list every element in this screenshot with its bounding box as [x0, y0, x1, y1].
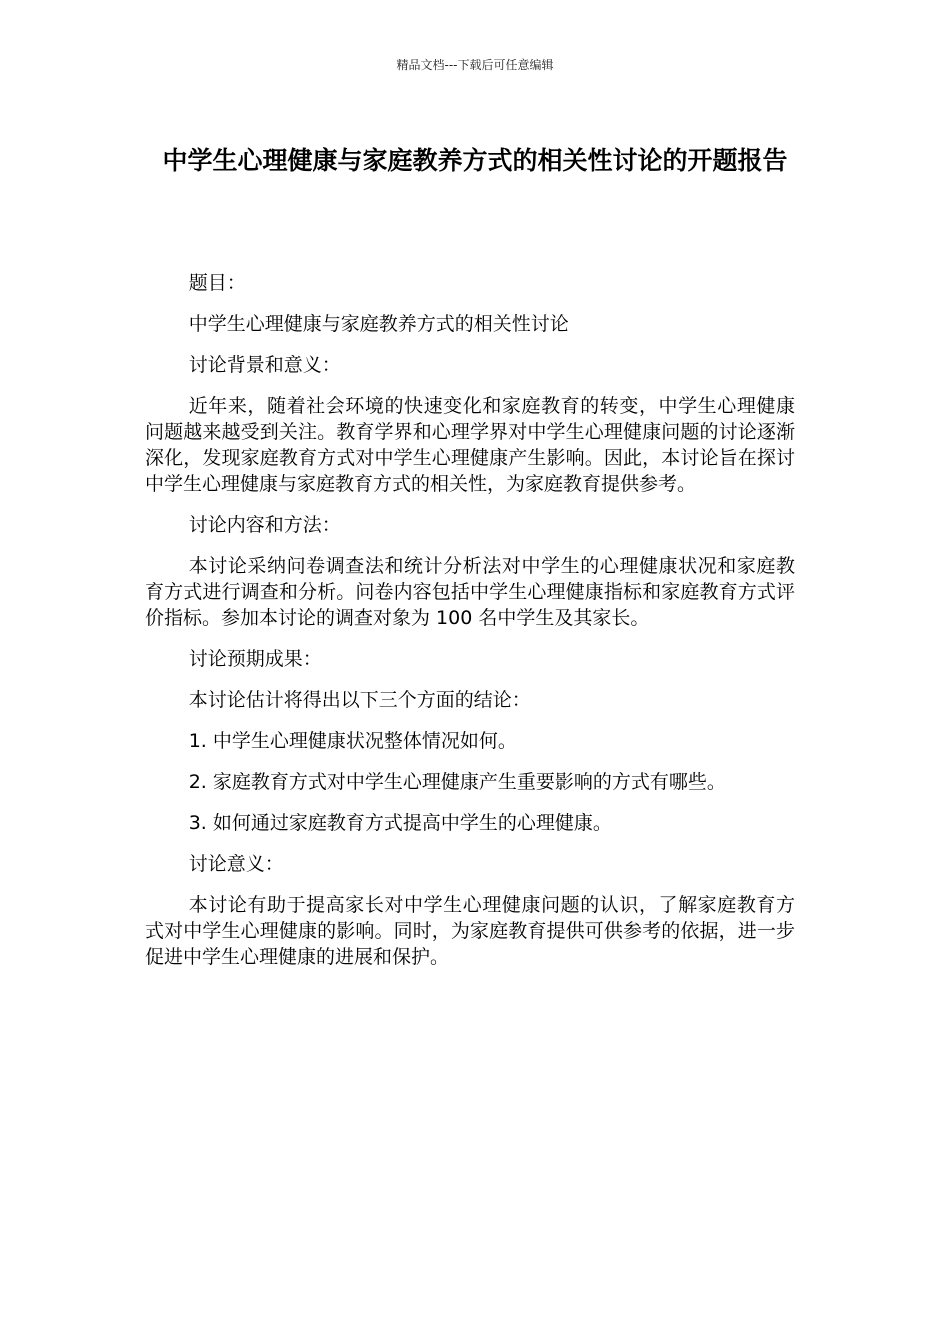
paragraph-background-label: 讨论背景和意义：: [188, 354, 341, 376]
paragraph-outcome-3: 3. 如何通过家庭教育方式提高中学生的心理健康。: [188, 812, 612, 834]
paragraph-outcomes-label: 讨论预期成果：: [188, 648, 322, 670]
document-title: 中学生心理健康与家庭教养方式的相关性讨论的开题报告: [162, 146, 788, 175]
paragraph-outcome-2: 2. 家庭教育方式对中学生心理健康产生重要影响的方式有哪些。: [188, 771, 726, 793]
paragraph-topic-label: 题目：: [188, 272, 246, 294]
paragraph-methods: 本讨论采纳问卷调查法和统计分析法对中学生的心理健康状况和家庭教育方式进行调查和分析。问卷内容包括中学生心理健康指标和家庭教育方式评价指标。参加本讨论的调查对象为 100 名中学生及其家长。: [145, 555, 795, 629]
paragraph-outcomes-intro: 本讨论估计将得出以下三个方面的结论：: [188, 689, 531, 711]
paragraph-methods-label: 讨论内容和方法：: [188, 514, 341, 536]
paragraph-background: 近年来，随着社会环境的快速变化和家庭教育的转变，中学生心理健康问题越来越受到关注。教育学界和心理学界对中学生心理健康问题的讨论逐渐深化，发现家庭教育方式对中学生心理健康产生影响。因此，本讨论旨在探讨中学生心理健康与家庭教育方式的相关性，为家庭教育提供参考。: [145, 395, 795, 495]
paragraph-topic: 中学生心理健康与家庭教养方式的相关性讨论: [188, 313, 569, 335]
paragraph-significance-label: 讨论意义：: [188, 853, 284, 875]
page-header: 精品文档---下载后可任意编辑: [396, 58, 554, 72]
document-body: [145, 270, 795, 985]
paragraph-outcome-1: 1. 中学生心理健康状况整体情况如何。: [188, 730, 517, 752]
paragraph-significance: 本讨论有助于提高家长对中学生心理健康问题的认识，了解家庭教育方式对中学生心理健康的影响。同时，为家庭教育提供可供参考的依据，进一步促进中学生心理健康的进展和保护。: [145, 894, 795, 968]
